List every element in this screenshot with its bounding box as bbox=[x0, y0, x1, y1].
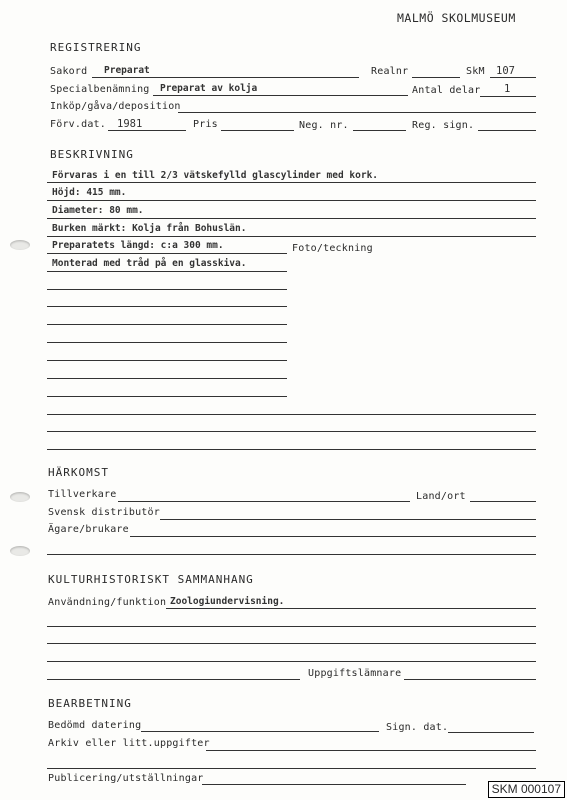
label-forv-dat: Förv.dat. bbox=[50, 119, 106, 130]
rule bbox=[47, 200, 536, 201]
section-kulturhistoriskt: KULTURHISTORISKT SAMMANHANG bbox=[48, 573, 254, 586]
rule bbox=[47, 360, 287, 361]
field-line-inkop bbox=[178, 112, 536, 113]
label-neg-nr: Neg. nr. bbox=[299, 120, 349, 131]
label-foto-teckning: Foto/teckning bbox=[292, 243, 373, 254]
field-line-neg-nr bbox=[353, 130, 406, 131]
rule bbox=[47, 643, 536, 644]
section-beskrivning: BESKRIVNING bbox=[50, 148, 134, 161]
field-line-anvandning bbox=[166, 608, 536, 609]
rule bbox=[47, 271, 287, 272]
field-line-tillverkare bbox=[118, 501, 410, 502]
field-line-misc bbox=[47, 679, 300, 680]
label-uppgiftslamnare: Uppgiftslämnare bbox=[308, 668, 402, 679]
catalog-number-stamp: SKM 000107 bbox=[488, 781, 565, 798]
rule bbox=[47, 342, 287, 343]
field-line-bedomd-datering bbox=[141, 731, 379, 732]
label-reg-sign: Reg. sign. bbox=[412, 120, 475, 131]
field-line-specialbenamning bbox=[153, 95, 408, 96]
punch-hole bbox=[10, 240, 30, 250]
museum-name: MALMÖ SKOLMUSEUM bbox=[397, 11, 516, 25]
field-line-publicering bbox=[202, 784, 466, 785]
rule bbox=[47, 289, 287, 290]
value-skm: 107 bbox=[496, 65, 515, 77]
field-line-skm bbox=[490, 77, 536, 78]
field-line-agare-brukare bbox=[130, 536, 536, 537]
rule bbox=[47, 661, 536, 662]
description-line-2: Höjd: 415 mm. bbox=[52, 187, 127, 198]
rule bbox=[47, 378, 287, 379]
label-realnr: Realnr bbox=[371, 66, 409, 77]
rule bbox=[47, 768, 536, 769]
description-line-6: Monterad med tråd på en glasskiva. bbox=[52, 258, 247, 269]
rule bbox=[47, 182, 536, 183]
label-arkiv: Arkiv eller litt.uppgifter bbox=[48, 738, 210, 749]
field-line-pris bbox=[221, 130, 294, 131]
field-line-realnr bbox=[412, 77, 460, 78]
description-line-5: Preparatets längd: c:a 300 mm. bbox=[52, 240, 224, 251]
rule bbox=[47, 626, 536, 627]
section-registrering: REGISTRERING bbox=[50, 41, 142, 54]
label-sakord: Sakord bbox=[50, 66, 88, 77]
label-skm: SkM bbox=[466, 66, 485, 77]
label-tillverkare: Tillverkare bbox=[48, 489, 117, 500]
field-line-sakord bbox=[92, 77, 359, 78]
rule bbox=[47, 554, 536, 555]
label-anvandning: Användning/funktion bbox=[48, 597, 167, 608]
field-line-forv-dat bbox=[108, 130, 186, 131]
rule bbox=[47, 449, 536, 450]
description-line-4: Burken märkt: Kolja från Bohuslän. bbox=[52, 223, 247, 234]
rule bbox=[47, 414, 536, 415]
label-bedomd-datering: Bedömd datering bbox=[48, 720, 142, 731]
rule bbox=[47, 236, 536, 237]
label-sign-dat: Sign. dat. bbox=[386, 722, 449, 733]
value-specialbenamning: Preparat av kolja bbox=[160, 83, 258, 94]
field-line-antal-delar bbox=[480, 96, 536, 97]
rule bbox=[47, 431, 536, 432]
field-line-arkiv bbox=[206, 750, 536, 751]
section-harkomst: HÄRKOMST bbox=[48, 466, 109, 479]
value-forv-dat: 1981 bbox=[117, 118, 143, 130]
label-svensk-distributor: Svensk distributör bbox=[48, 507, 160, 518]
field-line-reg-sign bbox=[478, 130, 536, 131]
label-specialbenamning: Specialbenämning bbox=[50, 84, 150, 95]
field-line-svensk-distributor bbox=[160, 519, 536, 520]
description-line-3: Diameter: 80 mm. bbox=[52, 205, 144, 216]
field-line-land-ort bbox=[470, 501, 536, 502]
label-agare-brukare: Ägare/brukare bbox=[48, 524, 129, 535]
field-line-uppgiftslamnare bbox=[404, 679, 536, 680]
label-publicering: Publicering/utställningar bbox=[48, 773, 204, 784]
punch-hole bbox=[10, 546, 30, 556]
punch-hole bbox=[10, 492, 30, 502]
field-line-sign-dat bbox=[448, 732, 534, 733]
label-antal-delar: Antal delar bbox=[412, 85, 481, 96]
label-land-ort: Land/ort bbox=[416, 491, 466, 502]
rule bbox=[47, 396, 287, 397]
section-bearbetning: BEARBETNING bbox=[48, 697, 132, 710]
label-pris: Pris bbox=[193, 119, 218, 130]
label-inkop: Inköp/gåva/deposition bbox=[50, 101, 181, 112]
value-anvandning: Zoologiundervisning. bbox=[170, 596, 285, 607]
rule bbox=[47, 218, 536, 219]
rule bbox=[47, 253, 287, 254]
rule bbox=[47, 306, 287, 307]
description-line-1: Förvaras i en till 2/3 vätskefylld glascylinder med kork. bbox=[52, 170, 379, 181]
rule bbox=[47, 324, 287, 325]
value-sakord: Preparat bbox=[104, 65, 150, 76]
value-antal-delar: 1 bbox=[504, 83, 511, 95]
